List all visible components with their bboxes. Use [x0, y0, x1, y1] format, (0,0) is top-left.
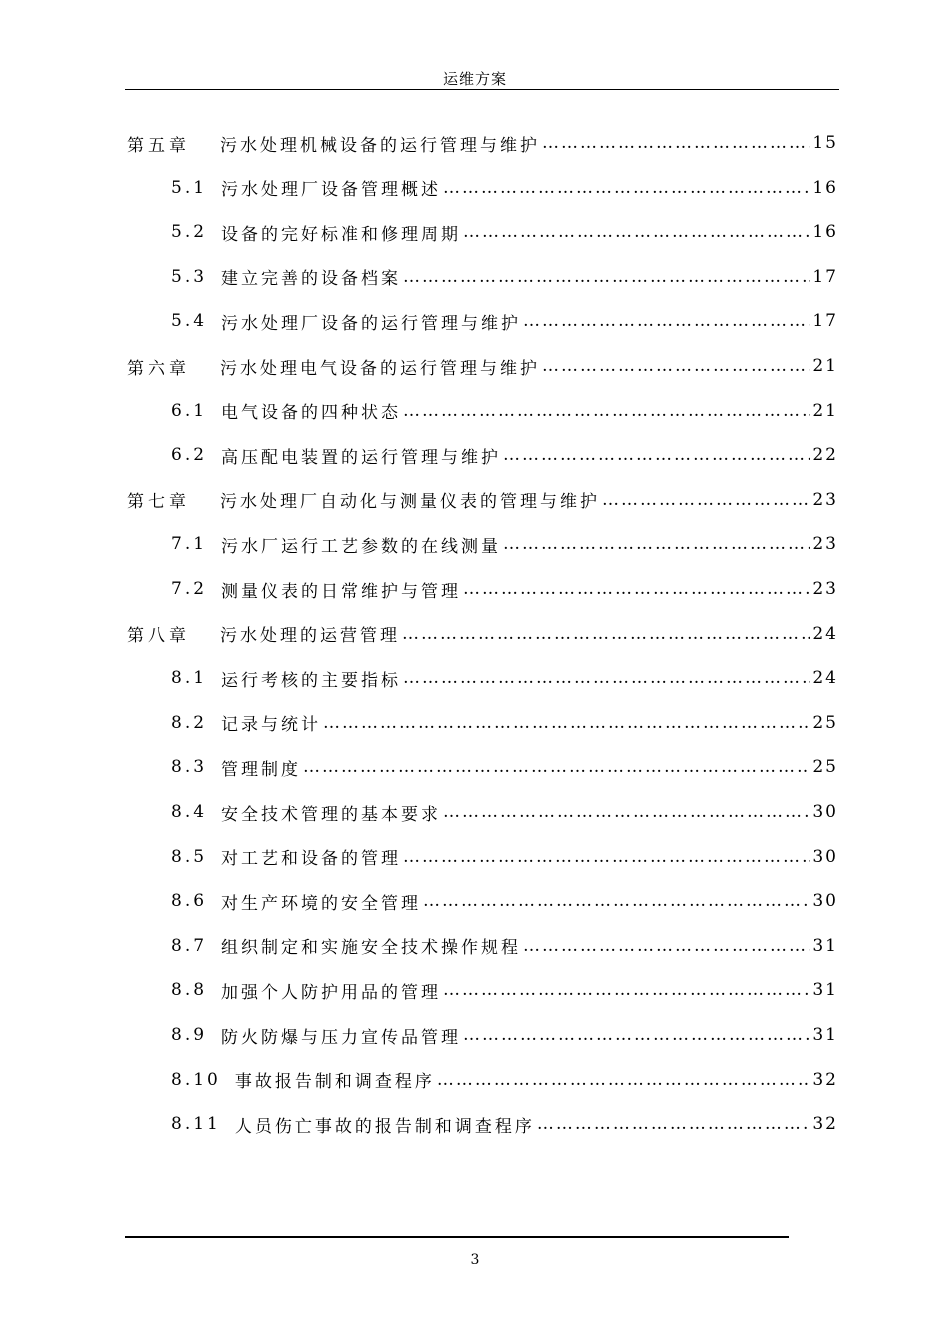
toc-section-entry[interactable]	[171, 1058, 838, 1102]
header-divider	[125, 89, 839, 90]
toc-dot-leader	[602, 490, 810, 510]
toc-entry-number: 7.2	[171, 579, 208, 599]
toc-section-entry[interactable]	[171, 1102, 838, 1146]
page-number: 3	[470, 1252, 480, 1268]
toc-entry-number: 第六章	[127, 358, 190, 379]
toc-entry-number: 8.5	[171, 846, 208, 867]
toc-entry-page: 32	[812, 1114, 838, 1135]
toc-section-entry[interactable]	[171, 701, 838, 745]
toc-entry-number: 8.4	[171, 802, 208, 822]
toc-dot-leader	[542, 133, 810, 153]
toc-entry-number: 8.11	[171, 1114, 221, 1135]
toc-entry-title: 污水处理厂设备管理概述	[221, 180, 442, 201]
toc-dot-leader	[463, 1025, 810, 1045]
toc-entry-number: 7.1	[171, 534, 208, 555]
toc-entry-title: 安全技术管理的基本要求	[221, 804, 442, 825]
document-title: 运维方案	[442, 70, 507, 88]
toc-dot-leader	[303, 757, 810, 777]
toc-entry-page: 32	[812, 1069, 838, 1090]
toc-section-entry[interactable]	[171, 835, 838, 879]
toc-entry-page: 15	[812, 133, 838, 153]
toc-section-entry[interactable]	[171, 790, 838, 834]
toc-section-entry[interactable]	[171, 299, 838, 343]
toc-entry-title: 防火防爆与压力宣传品管理	[221, 1027, 462, 1048]
toc-entry-title: 对工艺和设备的管理	[221, 849, 402, 870]
toc-entry-page: 30	[812, 846, 838, 867]
toc-entry-page: 23	[812, 489, 838, 510]
toc-entry-page: 24	[812, 668, 838, 689]
toc-entry-number: 第七章	[127, 492, 190, 513]
toc-entry-title: 设备的完好标准和修理周期	[221, 224, 462, 245]
toc-section-entry[interactable]	[171, 255, 838, 299]
toc-entry-title: 测量仪表的日常维护与管理	[221, 581, 462, 602]
toc-entry-title: 组织制定和实施安全技术操作规程	[221, 938, 522, 959]
toc-entry-title: 污水处理机械设备的运行管理与维护	[220, 135, 540, 156]
toc-section-entry[interactable]	[171, 879, 838, 923]
toc-dot-leader	[542, 356, 810, 376]
toc-dot-leader	[463, 222, 810, 242]
toc-entry-title: 事故报告制和调查程序	[234, 1072, 435, 1093]
toc-chapter-entry[interactable]	[127, 121, 838, 165]
toc-dot-leader	[503, 445, 810, 465]
toc-section-entry[interactable]	[171, 656, 838, 700]
toc-entry-page: 22	[812, 445, 838, 466]
toc-entry-page: 31	[812, 935, 838, 956]
footer-divider	[125, 1236, 789, 1238]
toc-entry-page: 21	[812, 356, 838, 376]
toc-dot-leader	[537, 1114, 811, 1134]
toc-entry-title: 管理制度	[221, 759, 302, 780]
toc-entry-title: 高压配电装置的运行管理与维护	[221, 447, 502, 468]
toc-entry-title: 污水处理厂自动化与测量仪表的管理与维护	[220, 492, 600, 513]
toc-section-entry[interactable]	[171, 210, 838, 254]
toc-entry-number: 第五章	[127, 135, 190, 156]
toc-entry-title: 加强个人防护用品的管理	[221, 982, 442, 1003]
toc-entry-number: 5.1	[171, 177, 208, 198]
toc-dot-leader	[443, 802, 810, 822]
toc-entry-page: 16	[812, 222, 838, 243]
toc-section-entry[interactable]	[171, 389, 838, 433]
toc-entry-page: 25	[812, 712, 838, 733]
toc-section-entry[interactable]	[171, 745, 838, 789]
toc-entry-number: 8.9	[171, 1025, 208, 1045]
toc-dot-leader	[403, 401, 810, 421]
toc-dot-leader	[402, 624, 810, 644]
toc-entry-page: 31	[812, 1025, 838, 1045]
toc-entry-title: 污水处理的运营管理	[220, 626, 400, 647]
toc-dot-leader	[323, 713, 810, 733]
toc-entry-page: 30	[812, 891, 838, 912]
toc-entry-number: 8.1	[171, 668, 208, 689]
toc-dot-leader	[403, 847, 810, 867]
toc-entry-page: 25	[812, 757, 838, 778]
toc-entry-page: 31	[812, 980, 838, 1001]
toc-dot-leader	[423, 891, 810, 911]
toc-entry-page: 23	[812, 579, 838, 599]
toc-entry-number: 6.2	[171, 445, 208, 466]
toc-entry-title: 人员伤亡事故的报告制和调查程序	[234, 1116, 535, 1137]
toc-entry-number: 8.8	[171, 980, 208, 1001]
toc-section-entry[interactable]	[171, 1013, 838, 1057]
toc-entry-number: 5.4	[171, 311, 208, 332]
toc-entry-number: 8.7	[171, 935, 208, 956]
toc-entry-number: 8.6	[171, 891, 208, 912]
toc-entry-title: 记录与统计	[221, 715, 322, 736]
toc-dot-leader	[443, 980, 810, 1000]
toc-chapter-entry[interactable]	[127, 344, 838, 388]
toc-chapter-entry[interactable]	[127, 478, 838, 522]
toc-entry-page: 16	[812, 177, 838, 198]
toc-entry-number: 8.3	[171, 757, 208, 778]
toc-dot-leader	[437, 1070, 811, 1090]
toc-dot-leader	[443, 178, 810, 198]
toc-entry-number: 5.3	[171, 266, 208, 287]
toc-entry-title: 污水处理厂设备的运行管理与维护	[221, 313, 522, 334]
toc-entry-title: 对生产环境的安全管理	[221, 893, 422, 914]
toc-entry-page: 17	[812, 311, 838, 332]
toc-entry-title: 电气设备的四种状态	[221, 403, 402, 424]
toc-dot-leader	[463, 579, 810, 599]
toc-dot-leader	[523, 311, 810, 331]
toc-entry-title: 运行考核的主要指标	[221, 670, 402, 691]
toc-section-entry[interactable]	[171, 924, 838, 968]
toc-entry-number: 5.2	[171, 222, 208, 243]
toc-section-entry[interactable]	[171, 567, 838, 611]
toc-entry-page: 17	[812, 266, 838, 287]
toc-entry-title: 污水厂运行工艺参数的在线测量	[221, 536, 502, 557]
toc-entry-number: 8.10	[171, 1069, 221, 1090]
toc-entry-page: 23	[812, 534, 838, 555]
toc-entry-page: 24	[812, 623, 838, 644]
toc-section-entry[interactable]	[171, 522, 838, 566]
toc-entry-title: 污水处理电气设备的运行管理与维护	[220, 358, 540, 379]
toc-dot-leader	[403, 668, 810, 688]
toc-dot-leader	[503, 534, 810, 554]
toc-chapter-entry[interactable]	[127, 612, 838, 656]
toc-entry-number: 6.1	[171, 400, 208, 421]
toc-entry-number: 8.2	[171, 712, 208, 733]
toc-section-entry[interactable]	[171, 433, 838, 477]
toc-entry-number: 第八章	[127, 626, 190, 647]
toc-dot-leader	[523, 936, 810, 956]
toc-section-entry[interactable]	[171, 968, 838, 1012]
toc-dot-leader	[403, 267, 810, 287]
toc-entry-page: 21	[812, 400, 838, 421]
toc-entry-page: 30	[812, 802, 838, 822]
toc-entry-title: 建立完善的设备档案	[221, 269, 402, 290]
toc-section-entry[interactable]	[171, 166, 838, 210]
